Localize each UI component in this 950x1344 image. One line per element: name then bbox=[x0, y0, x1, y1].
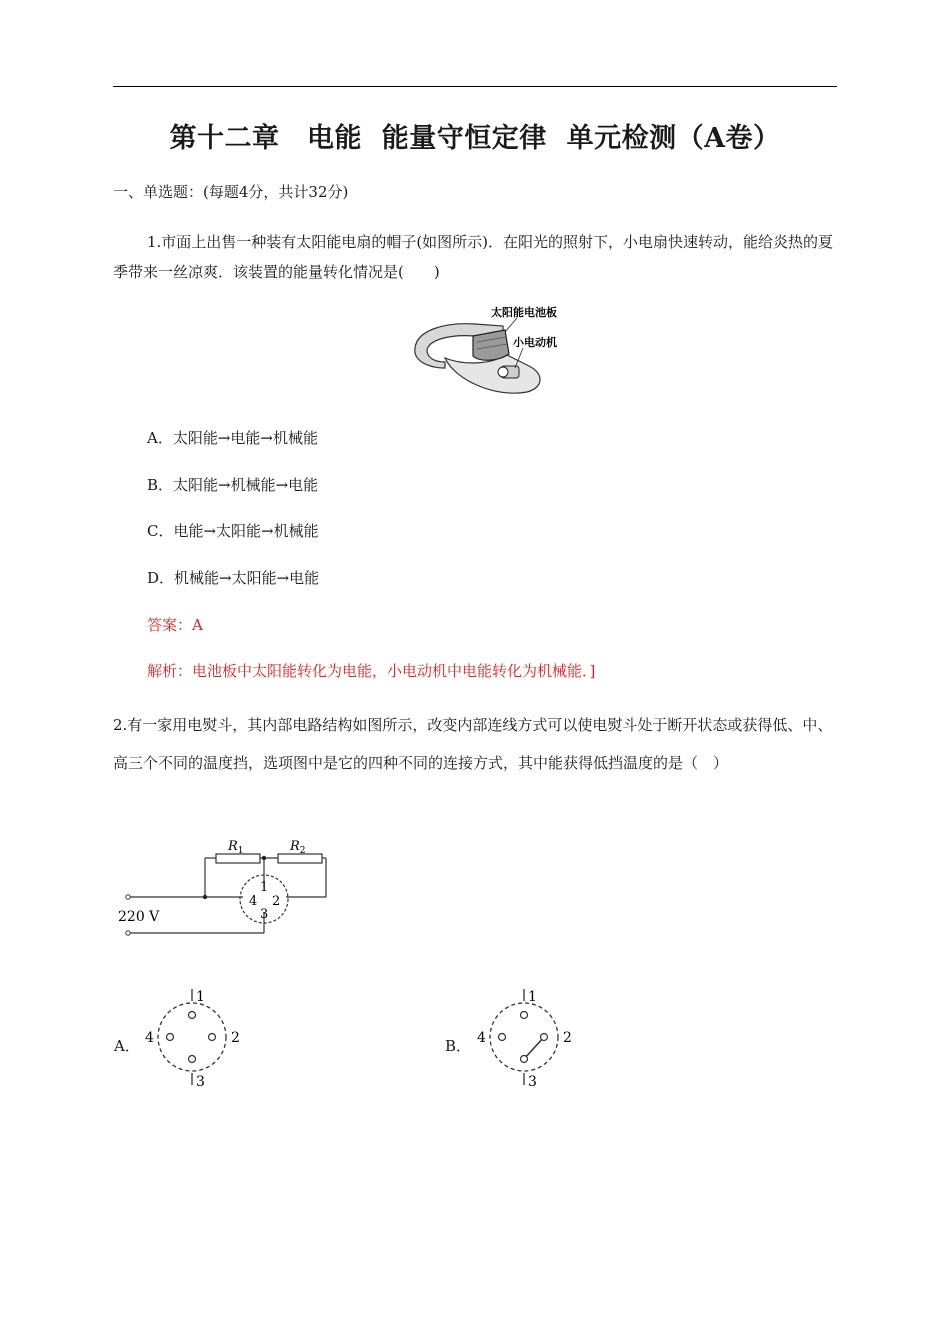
solar-panel bbox=[473, 330, 509, 360]
svg-text:1: 1 bbox=[196, 989, 205, 1005]
solar-hat-figure bbox=[405, 300, 580, 405]
terminal-3-label: 3 bbox=[260, 907, 269, 922]
terminal-4-label: 4 bbox=[249, 894, 258, 909]
circuit-diagram bbox=[110, 832, 340, 942]
q1-option-c: C．电能→太阳能→机械能 bbox=[147, 522, 319, 540]
r2-label: $R_2$ bbox=[290, 839, 306, 856]
q2-option-a-label: A． bbox=[114, 1037, 140, 1055]
q1-analysis: 解析：电池板中太阳能转化为电能，小电动机中电能转化为机械能．] bbox=[147, 662, 596, 680]
q1-option-d: D．机械能→太阳能→电能 bbox=[147, 569, 320, 587]
q1-option-a: A．太阳能→电能→机械能 bbox=[147, 429, 318, 447]
jumper-wire bbox=[524, 1037, 544, 1059]
svg-text:3: 3 bbox=[528, 1074, 537, 1090]
q1-answer: 答案：A bbox=[147, 616, 203, 634]
svg-text:1: 1 bbox=[528, 989, 537, 1005]
q2-option-b-diagram bbox=[472, 985, 582, 1090]
page-title: 第十二章 电能 能量守恒定律 单元检测（A卷） bbox=[169, 123, 781, 154]
q2-option-b-label: B． bbox=[445, 1037, 472, 1055]
section-heading: 一、单选题：(每题4分，共计32分) bbox=[113, 183, 349, 201]
svg-text:4: 4 bbox=[477, 1030, 486, 1046]
svg-text:4: 4 bbox=[145, 1030, 154, 1046]
svg-text:3: 3 bbox=[196, 1074, 205, 1090]
question-1-text: 1.市面上出售一种装有太阳能电扇的帽子(如图所示)．在阳光的照射下，小电扇快速转动，能给炎热的夏季带来一丝凉爽．该装置的能量转化情况是( ) bbox=[113, 233, 834, 281]
q1-option-b: B．太阳能→机械能→电能 bbox=[147, 476, 319, 494]
svg-text:2: 2 bbox=[563, 1030, 572, 1046]
panel-label: 太阳能电池板 bbox=[491, 306, 557, 319]
top-rule bbox=[113, 86, 837, 87]
motor-label: 小电动机 bbox=[513, 336, 557, 349]
voltage-label: 220 V bbox=[118, 909, 160, 925]
terminal-1-label: 1 bbox=[260, 880, 269, 895]
r1-label: $R_1$ bbox=[228, 839, 244, 856]
terminal-2-label: 2 bbox=[272, 894, 281, 909]
svg-text:2: 2 bbox=[231, 1030, 240, 1046]
q2-option-a-diagram bbox=[140, 985, 250, 1090]
question-2-text: 2.有一家用电熨斗，其内部电路结构如图所示，改变内部连线方式可以使电熨斗处于断开状态或获得低、中、高三个不同的温度挡，选项图中是它的四种不同的连接方式，其中能获得低挡温度的是（ ） bbox=[113, 716, 833, 772]
